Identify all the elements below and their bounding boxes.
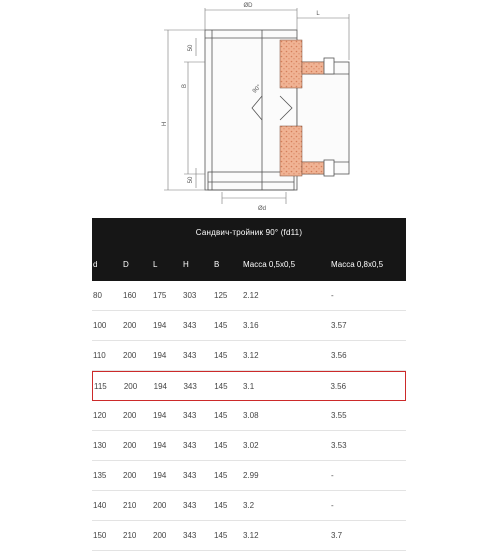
- table-body: [92, 281, 406, 551]
- header-B: B: [214, 260, 220, 269]
- table-cell: 3.12: [243, 531, 259, 540]
- header-mass-05: Масса 0,5х0,5: [243, 260, 296, 269]
- table-cell: 3.08: [243, 411, 259, 420]
- table-cell: 140: [93, 501, 107, 510]
- table-cell: 200: [123, 351, 137, 360]
- table-cell: 3.12: [243, 351, 259, 360]
- table-cell: 145: [214, 381, 228, 391]
- table-cell: 343: [183, 381, 197, 391]
- table-row: [92, 281, 406, 311]
- table-cell: 145: [214, 471, 228, 480]
- table-cell: 145: [214, 351, 228, 360]
- table-cell: 343: [183, 351, 197, 360]
- label-B: B: [182, 83, 188, 89]
- table-cell: 194: [153, 441, 167, 450]
- table-cell: 200: [123, 321, 137, 330]
- table-header-row: [92, 248, 406, 281]
- table-cell: -: [331, 501, 334, 510]
- table-row: [92, 461, 406, 491]
- table-row: [92, 341, 406, 371]
- table-cell: 303: [183, 291, 197, 300]
- label-H: H: [162, 121, 168, 127]
- table-cell: 200: [123, 471, 137, 480]
- header-L: L: [153, 260, 158, 269]
- table-title: Сандвич-тройник 90° (fd11): [92, 218, 406, 248]
- technical-drawing: [0, 0, 500, 220]
- table-cell: 3.53: [331, 441, 347, 450]
- table-cell: 115: [94, 381, 107, 391]
- header-mass-08: Масса 0,8х0,5: [331, 260, 384, 269]
- table-cell: 194: [153, 411, 167, 420]
- header-d: d: [93, 260, 98, 269]
- table-cell: 120: [93, 411, 107, 420]
- table-cell: 200: [153, 501, 167, 510]
- table-cell: 343: [183, 441, 197, 450]
- table-cell: 200: [123, 411, 137, 420]
- table-cell: 3.57: [331, 321, 347, 330]
- table-cell: 343: [183, 471, 197, 480]
- table-cell: 3.7: [331, 531, 343, 540]
- table-cell: 3.56: [330, 381, 347, 391]
- table-cell: 3.16: [243, 321, 259, 330]
- table-cell: 130: [93, 441, 107, 450]
- table-cell: 2.12: [243, 291, 259, 300]
- table-cell: 343: [183, 411, 197, 420]
- table-cell: 125: [214, 291, 228, 300]
- table-cell: 145: [214, 441, 228, 450]
- table-cell: 194: [153, 381, 167, 391]
- label-angle: 90°: [251, 83, 263, 95]
- table-cell: 343: [183, 531, 197, 540]
- table-cell: 175: [153, 291, 167, 300]
- table-cell: 194: [153, 351, 167, 360]
- table-row: [92, 401, 406, 431]
- table-cell: 145: [214, 321, 228, 330]
- label-L: L: [316, 11, 320, 17]
- table-row: [92, 491, 406, 521]
- table-cell: 343: [183, 321, 197, 330]
- table-cell: 145: [214, 501, 228, 510]
- table-cell: -: [331, 291, 334, 300]
- table-cell: 2.99: [243, 471, 259, 480]
- table-cell: 135: [93, 471, 107, 480]
- table-cell: 80: [93, 291, 102, 300]
- table-cell: 200: [153, 531, 167, 540]
- table-cell: 3.55: [331, 411, 347, 420]
- table-cell: 200: [123, 441, 137, 450]
- spec-table: [92, 218, 406, 551]
- table-cell: 110: [93, 351, 106, 360]
- table-cell: 145: [214, 531, 228, 540]
- table-cell: 3.1: [243, 381, 255, 391]
- table-row: [92, 311, 406, 341]
- table-row: [92, 371, 406, 401]
- table-cell: 194: [153, 471, 167, 480]
- table-cell: 3.56: [331, 351, 347, 360]
- table-cell: 3.2: [243, 501, 255, 510]
- table-cell: 200: [123, 381, 138, 391]
- label-50-top: 50: [188, 44, 194, 52]
- table-row: [92, 521, 406, 551]
- table-cell: -: [331, 471, 334, 480]
- table-cell: 150: [93, 531, 107, 540]
- table-cell: 343: [183, 501, 197, 510]
- table-cell: 145: [214, 411, 228, 420]
- label-50-bottom: 50: [188, 176, 194, 184]
- label-phi-D: ØD: [243, 3, 253, 9]
- table-cell: 210: [123, 501, 137, 510]
- header-H: H: [183, 260, 189, 269]
- table-row: [92, 431, 406, 461]
- table-cell: 194: [153, 321, 167, 330]
- header-D: D: [123, 260, 129, 269]
- table-cell: 3.02: [243, 441, 259, 450]
- label-phi-d: Ød: [257, 206, 267, 212]
- table-cell: 210: [123, 531, 137, 540]
- table-cell: 100: [93, 321, 107, 330]
- table-cell: 160: [123, 291, 137, 300]
